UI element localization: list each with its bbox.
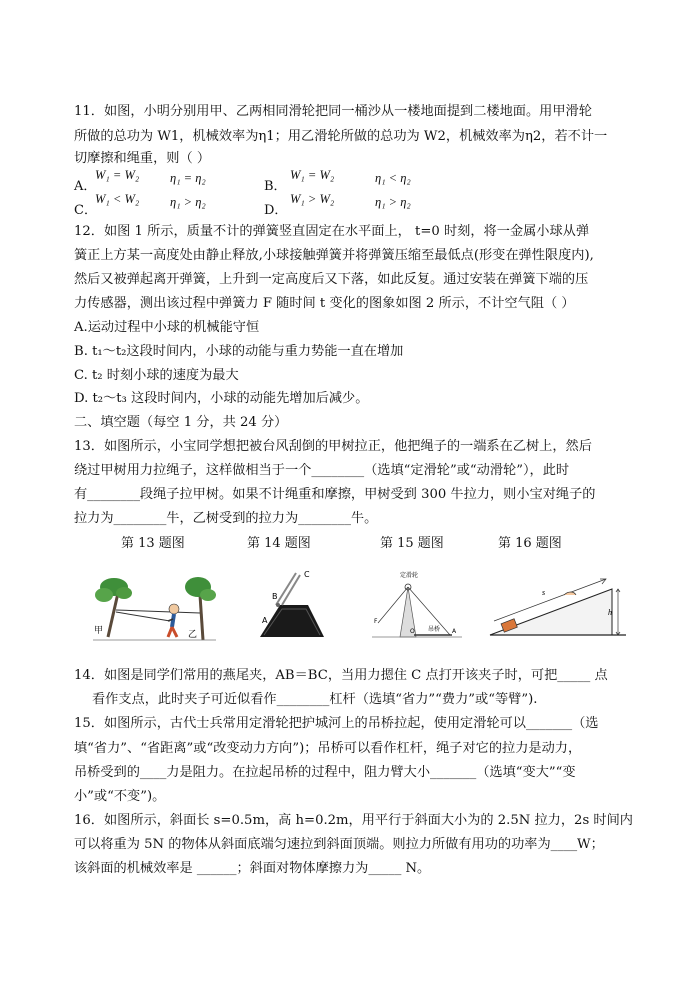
caption-figure-15: 第 15 题图 bbox=[380, 536, 444, 551]
q11-option-a-work: W₁ = W₂ bbox=[95, 168, 140, 182]
q11-option-c-work: W₁ < W₂ bbox=[95, 192, 140, 206]
q11-line-1: 11．如图，小明分别用甲、乙两相同滑轮把同一桶沙从一楼地面提到二楼地面。用甲滑轮 bbox=[74, 104, 592, 119]
q11-line-2: 所做的总功为 W1，机械效率为η1；用乙滑轮所做的总功为 W2，机械效率为η2，若不计一 bbox=[74, 129, 608, 144]
q13-line-2: 绕过甲树用力拉绳子，这样做相当于一个________（选填“定滑轮”或“动滑轮”），此时 bbox=[74, 463, 570, 478]
q12-option-b: B. t₁～t₂这段时间内，小球的动能与重力势能一直在增加 bbox=[74, 344, 404, 359]
q11-option-b-work: W₁ = W₂ bbox=[290, 168, 335, 182]
q13-line-1: 13．如图所示，小宝同学想把被台风刮倒的甲树拉正，他把绳子的一端系在乙树上，然后 bbox=[74, 439, 592, 454]
q15-line-4: 小”或“不变”)。 bbox=[74, 789, 166, 804]
q15-line-3: 吊桥受到的____力是阻力。在拉起吊桥的过程中，阻力臂大小_______（选填“变大”“变 bbox=[74, 765, 576, 780]
q12-line-2: 簧正上方某一高度处由静止释放,小球接触弹簧并将弹簧压缩至最低点(形变在弹性限度内), bbox=[74, 248, 594, 263]
label-pivot-o: O bbox=[410, 628, 415, 635]
label-a: A bbox=[262, 616, 268, 625]
q13-line-3: 有________段绳子拉甲树。如果不计绳重和摩擦，甲树受到 300 牛拉力，则小宝对绳子的 bbox=[74, 487, 596, 502]
label-fixed-pulley: 定滑轮 bbox=[400, 572, 419, 579]
label-jia: 甲 bbox=[94, 626, 104, 636]
q11-option-c-label: C． bbox=[74, 203, 97, 218]
q11-option-b-label: B． bbox=[264, 179, 287, 194]
q14-line-2: 看作支点，此时夹子可近似看作________杠杆（选填“省力”“费力”或“等臂”). bbox=[92, 692, 538, 707]
label-c: C bbox=[304, 570, 310, 579]
q12-line-4: 力传感器，测出该过程中弹簧力 F 随时间 t 变化的图象如图 2 所示，不计空气阻（ ） bbox=[74, 296, 575, 311]
q16-line-1: 16．如图所示，斜面长 s=0.5m，高 h=0.2m，用平行于斜面大小为的 2.5N 拉力，2s 时间内 bbox=[74, 813, 633, 828]
q12-line-1: 12．如图 1 所示，质量不计的弹簧竖直固定在水平面上， t=0 时刻，将一金属小球从弹 bbox=[74, 224, 590, 239]
section-heading-fill-in: 二、填空题（每空 1 分，共 24 分） bbox=[74, 415, 288, 430]
q11-option-d-label: D． bbox=[264, 203, 288, 218]
label-h: h bbox=[608, 608, 612, 617]
q12-line-3: 然后又被弹起离开弹簧，上升到一定高度后又下落，如此反复。通过安装在弹簧下端的压 bbox=[74, 272, 589, 287]
q12-option-c: C. t₂ 时刻小球的速度为最大 bbox=[74, 368, 239, 383]
figure-16-inclined-plane bbox=[488, 565, 628, 645]
q11-option-a-efficiency: η₁ = η₂ bbox=[170, 171, 206, 185]
q14-line-1: 14．如图是同学们常用的燕尾夹，AB＝BC，当用力摁住 C 点打开该夹子时，可把_____ 点 bbox=[74, 668, 608, 683]
caption-figure-14: 第 14 题图 bbox=[247, 536, 311, 551]
figure-15-drawbridge bbox=[370, 565, 465, 645]
q11-option-d-efficiency: η₁ > η₂ bbox=[375, 195, 411, 209]
q11-option-b-efficiency: η₁ < η₂ bbox=[375, 171, 411, 185]
label-b: B bbox=[272, 592, 278, 601]
q15-line-1: 15．如图所示，古代士兵常用定滑轮把护城河上的吊桥拉起，使用定滑轮可以_______（选 bbox=[74, 716, 599, 731]
q11-line-3: 切摩擦和绳重，则（ ） bbox=[74, 151, 211, 166]
label-s: s bbox=[542, 588, 546, 597]
figure-14-binder-clip bbox=[252, 565, 332, 645]
label-bridge-end: A bbox=[452, 628, 457, 635]
label-bridge: 吊桥 bbox=[428, 626, 441, 633]
label-yi: 乙 bbox=[188, 630, 198, 640]
q11-option-d-work: W₁ > W₂ bbox=[290, 192, 335, 206]
q12-option-d: D. t₂～t₃ 这段时间内，小球的动能先增加后减少。 bbox=[74, 391, 369, 406]
q13-line-4: 拉力为________牛，乙树受到的拉力为________牛。 bbox=[74, 511, 378, 526]
label-force-f: F bbox=[374, 618, 378, 625]
caption-figure-13: 第 13 题图 bbox=[121, 536, 185, 551]
figure-13-trees-rope bbox=[88, 565, 218, 645]
q11-option-a-label: A． bbox=[74, 179, 97, 194]
caption-figure-16: 第 16 题图 bbox=[498, 536, 562, 551]
q16-line-3: 该斜面的机械效率是 ______；斜面对物体摩擦力为_____ N。 bbox=[74, 861, 431, 876]
q12-option-a: A.运动过程中小球的机械能守恒 bbox=[74, 320, 260, 335]
q11-option-c-efficiency: η₁ > η₂ bbox=[170, 195, 206, 209]
q15-line-2: 填“省力”、“省距离”或“改变动力方向”)；吊桥可以看作杠杆，绳子对它的拉力是动力， bbox=[74, 741, 582, 756]
q16-line-2: 可以将重为 5N 的物体从斜面底端匀速拉到斜面顶端。则拉力所做有用功的功率为____W； bbox=[74, 837, 604, 852]
